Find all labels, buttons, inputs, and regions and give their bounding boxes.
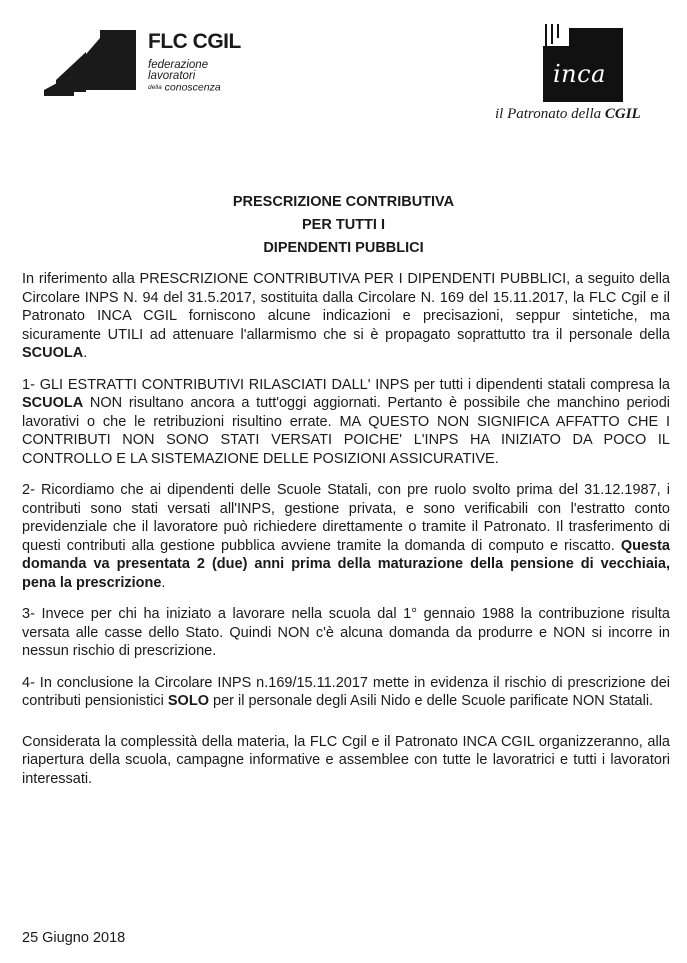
intro-paragraph: In riferimento alla PRESCRIZIONE CONTRIBUTIVA PER I DIPENDENTI PUBBLICI, a seguito della Circolare INPS N. 94 del 31.5.2017, sostituita dalla Circolare N. 169 del 15.11.2017, la FLC Cgil e il Patronato INCA CGIL forniscono alcune indicazioni e precisazioni, seppur sintetiche, ma sicuramente UTILI ad attenuare l'allarmismo che si è propagato soprattutto tra il personale della SCUOLA. xyxy=(22,271,670,361)
point-1-paragraph: 1- GLI ESTRATTI CONTRIBUTIVI RILASCIATI DALL' INPS per tutti i dipendenti statali compresa la SCUOLA NON risultano ancora a tutt'oggi aggiornati. Pertanto è possibile che manchino periodi lavorativi o che le retribuzioni risultino errate. MA QUESTO NON SIGNIFICA AFFATTO CHE I CONTRIBUTI NON SONO STATI VERSATI POICHE' L'INPS HA INIZIATO DA POCO IL CONTROLLO E LA SISTEMAZIONE DELLE POSIZIONI ASSICURATIVE. xyxy=(22,376,670,467)
flc-stacked-pages-icon xyxy=(44,30,140,96)
inca-tagline: il Patronato della CGIL xyxy=(495,106,641,122)
title-line-1: PRESCRIZIONE CONTRIBUTIVA xyxy=(232,194,455,210)
inca-cgil-logo xyxy=(495,22,675,126)
point-3-paragraph: 3- Invece per chi ha iniziato a lavorare nella scuola dal 1° gennaio 1988 la contribuzione risulta versata alle casse dello Stato. Quindi NON c'è alcuna domanda da produrre e NON si incorre in nessun rischio di prescrizione. xyxy=(22,606,670,659)
flc-logo-subtitle: federazione lavoratori della conoscenza xyxy=(148,59,221,94)
document-date: 25 Giugno 2018 xyxy=(22,930,126,946)
title-line-3: DIPENDENTI PUBBLICI xyxy=(263,240,424,256)
closing-paragraph: Considerata la complessità della materia, la FLC Cgil e il Patronato INCA CGIL organizzeranno, alla riapertura della scuola, campagne informative e assemblee con tutte le lavoratrici e tutti i lavoratori interessati. xyxy=(22,733,670,787)
point-2-paragraph: 2- Ricordiamo che ai dipendenti delle Scuole Statali, con pre ruolo svolto prima del 31.12.1987, i contributi sono stati versati all'INPS, gestione privata, e sono verificabili con l'estratto conto previdenziale che il lavoratore può richiedere direttamente o tramite il Patronato. Il trasferimento di questi contributi alla gestione pubblica avviene tramite la domanda di computo e riscatto. Questa domanda va presentata 2 (due) anni prima della maturazione della pensione di vecchiaia, pena la prescrizione. xyxy=(22,482,670,591)
document-title xyxy=(0,191,687,260)
document-body xyxy=(22,270,670,801)
flc-cgil-logo xyxy=(44,22,264,102)
title-line-2: PER TUTTI I xyxy=(302,217,385,233)
flc-logo-name: FLC CGIL xyxy=(148,30,241,53)
point-4-paragraph: 4- In conclusione la Circolare INPS n.169/15.11.2017 mette in evidenza il rischio di prescrizione dei contributi pensionistici SOLO per il personale degli Asili Nido e delle Scuole parificate NON Statali. xyxy=(22,674,670,709)
inca-logo-text: inca xyxy=(553,60,606,88)
